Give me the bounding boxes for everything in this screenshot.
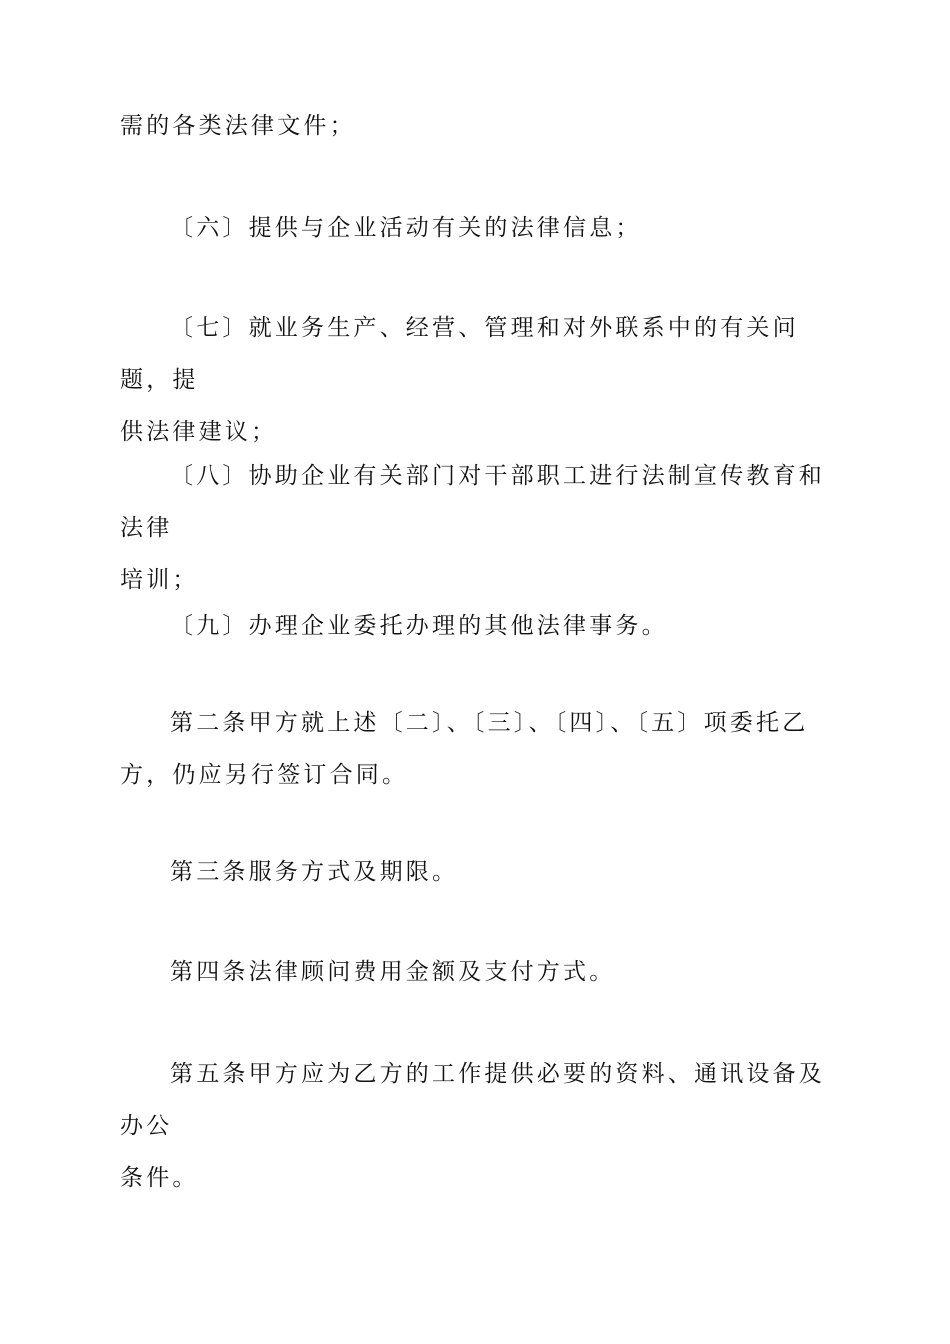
text-line: 第五条甲方应为乙方的工作提供必要的资料、通讯设备及办公 [120,1061,825,1139]
text-line: 第三条服务方式及期限。 [170,859,459,885]
paragraph-article-3 [120,846,832,898]
paragraph-item-7 [120,302,832,458]
text-line: 第二条甲方就上述〔二〕、〔三〕、〔四〕、〔五〕项委托乙 [170,710,809,736]
paragraph-item-9 [120,600,832,652]
text-line: 培训； [120,567,199,593]
text-line: 需的各类法律文件； [120,113,356,139]
text-line: 供法律建议； [120,419,278,445]
paragraph-article-5 [120,1048,832,1204]
text-line: 〔九〕办理企业委托办理的其他法律事务。 [170,613,668,639]
paragraph-article-4 [120,946,832,998]
text-line: 条件。 [120,1165,199,1191]
paragraph-continuation [120,100,832,152]
text-line: 〔七〕就业务生产、经营、管理和对外联系中的有关问题，提 [120,315,799,393]
text-line: 第四条法律顾问费用金额及支付方式。 [170,959,616,985]
text-line: 〔八〕协助企业有关部门对干部职工进行法制宣传教育和法律 [120,463,825,541]
paragraph-item-8 [120,450,832,606]
text-line: 方，仍应另行签订合同。 [120,762,409,788]
paragraph-item-6 [120,202,832,254]
paragraph-article-2 [120,697,832,801]
text-line: 〔六〕提供与企业活动有关的法律信息； [170,215,642,241]
